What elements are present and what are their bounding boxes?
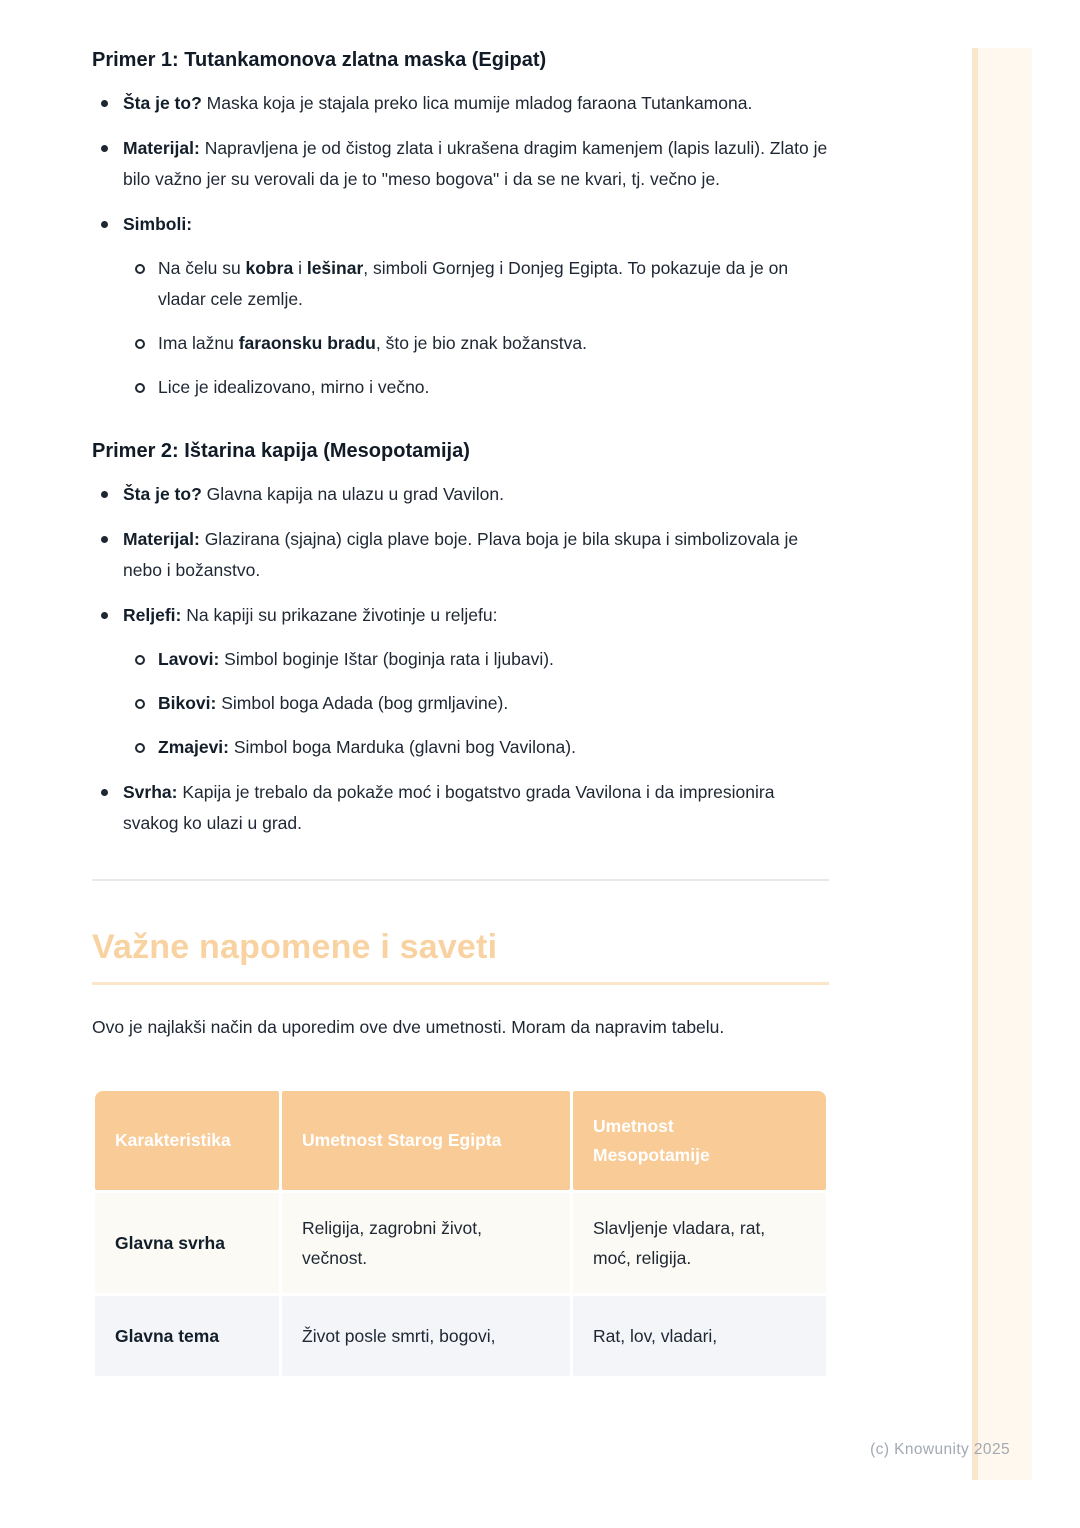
copyright-note: (c) Knowunity 2025 [870, 1441, 1010, 1458]
bullet-item [92, 88, 829, 119]
bullet-item [92, 479, 829, 510]
sub-bullet-item [123, 328, 829, 359]
bullet-item [92, 133, 829, 195]
bullet-list [92, 479, 829, 839]
bullet-list [92, 88, 829, 403]
bold-text: Materijal: [123, 138, 200, 158]
row-label-cell: Glavna svrha [95, 1193, 279, 1293]
text: Maska koja je stajala preko lica mumije mladog faraona Tutankamona. [201, 93, 753, 113]
section-heading: Primer 2: Ištarina kapija (Mesopotamija) [92, 440, 470, 462]
column-header-karakteristika: Karakteristika [95, 1091, 279, 1190]
text: Na kapiji su prikazane životinje u reljefu: [181, 605, 498, 625]
comparison-table-wrapper [92, 1088, 829, 1384]
text: Simbol boginje Ištar (boginja rata i ljubavi). [219, 649, 554, 669]
bullet-item [92, 209, 829, 403]
column-header-mesopotamija: Umetnost Mesopotamije [573, 1091, 826, 1190]
sub-bullet-item [123, 372, 829, 403]
text: Kapija je trebalo da pokaže moć i bogatstvo grada Vavilona i da impresionira svakog ko ulazi u grad. [123, 782, 775, 833]
text: Lice je idealizovano, mirno i večno. [158, 377, 430, 397]
text: Napravljena je od čistog zlata i ukrašena dragim kamenjem (lapis lazuli). Zlato je bilo važno jer su verovali da je to "meso bogova" i da se ne kvari, tj. večno je. [123, 138, 828, 189]
sub-bullet-item [123, 644, 829, 675]
value-cell: Religija, zagrobni život, večnost. [282, 1193, 570, 1293]
text: Simbol boga Adada (bog grmljavine). [216, 693, 509, 713]
section-heading: Primer 1: Tutankamonova zlatna maska (Egipat) [92, 49, 547, 71]
bold-text: Šta je to? [123, 484, 202, 504]
section-divider [92, 879, 829, 881]
page-edge-line [972, 48, 978, 1480]
bold-text: Reljefi: [123, 605, 182, 625]
comparison-table [92, 1088, 829, 1379]
table-row [95, 1296, 826, 1376]
section-primer-2 [92, 437, 829, 839]
sub-bullet-item [123, 253, 829, 315]
value-cell: Rat, lov, vladari, [573, 1296, 826, 1376]
bold-text: Simboli: [123, 214, 193, 234]
bold-text: Zmajevi: [158, 737, 229, 757]
bold-text: Materijal: [123, 529, 200, 549]
bold-text: kobra [245, 258, 294, 278]
bold-text: Šta je to? [123, 93, 202, 113]
row-label-cell: Glavna tema [95, 1296, 279, 1376]
notes-heading: Važne napomene i saveti [92, 928, 498, 966]
text: Simbol boga Marduka (glavni bog Vavilona). [229, 737, 576, 757]
page-edge-band [978, 48, 1032, 1480]
text: , što je bio znak božanstva. [375, 333, 587, 353]
sub-bullet-list [123, 253, 829, 403]
column-header-egipat: Umetnost Starog Egipta [282, 1091, 570, 1190]
section-primer-1 [92, 46, 829, 403]
text: i [293, 258, 307, 278]
table-header-row [95, 1091, 826, 1190]
table-row [95, 1193, 826, 1293]
bold-text: Lavovi: [158, 649, 220, 669]
bullet-item [92, 524, 829, 586]
sub-bullet-list [123, 644, 829, 763]
bullet-item [92, 777, 829, 839]
text: , simboli Gornjeg i Donjeg Egipta. To pokazuje da je on vladar cele zemlje. [158, 258, 789, 309]
bold-text: Bikovi: [158, 693, 217, 713]
text: Glavna kapija na ulazu u grad Vavilon. [201, 484, 504, 504]
bold-text: faraonsku bradu [238, 333, 376, 353]
notes-heading-underline [92, 982, 829, 985]
sub-bullet-item [123, 688, 829, 719]
value-cell: Slavljenje vladara, rat, moć, religija. [573, 1193, 826, 1293]
text: Glazirana (sjajna) cigla plave boje. Plava boja je bila skupa i simbolizovala je nebo i božanstvo. [123, 529, 799, 580]
text: Ima lažnu [158, 333, 239, 353]
text: Na čelu su [158, 258, 246, 278]
sub-bullet-item [123, 732, 829, 763]
intro-paragraph: Ovo je najlakši način da uporedim ove dve umetnosti. Moram da napravim tabelu. [92, 1017, 725, 1037]
bold-text: Svrha: [123, 782, 178, 802]
bullet-item [92, 600, 829, 763]
document-content [92, 46, 829, 1384]
bold-text: lešinar [306, 258, 364, 278]
value-cell: Život posle smrti, bogovi, [282, 1296, 570, 1376]
